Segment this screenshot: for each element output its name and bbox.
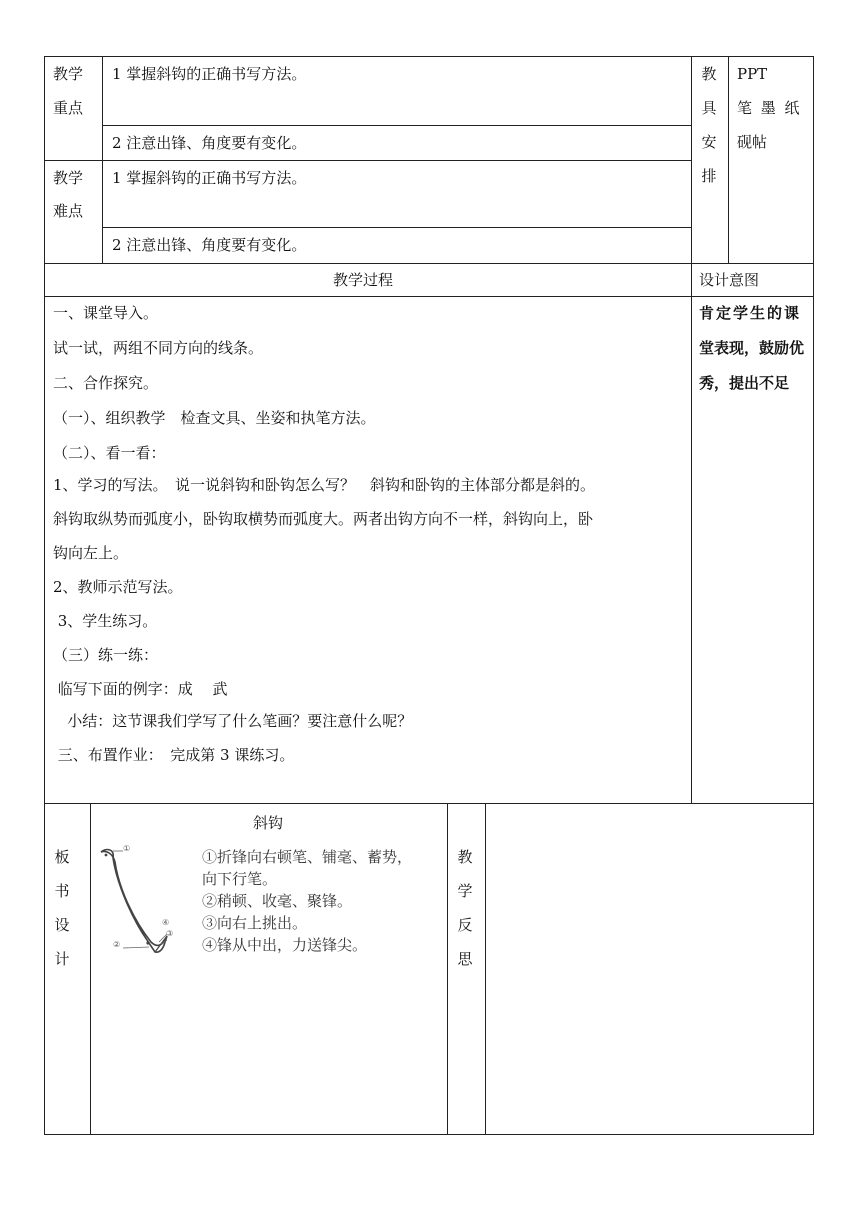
- key-points-label-1: 教学: [53, 65, 84, 83]
- xie-gou-stroke-diagram: [93, 840, 183, 960]
- key-point-1: 1 掌握斜钩的正确书写方法。: [112, 65, 307, 83]
- tools-line-2: 笔 墨 纸: [737, 99, 800, 117]
- board-step: 向下行笔。: [202, 870, 278, 888]
- reflection-label-char: 教: [457, 848, 473, 866]
- process-line: 临写下面的例字：成 武: [53, 680, 228, 698]
- difficulties-label-2: 难点: [53, 202, 84, 220]
- process-line: （一）、组织教学 检查文具、坐姿和执笔方法。: [53, 409, 376, 427]
- process-line: 3、学生练习。: [53, 612, 158, 630]
- reflection-label: [455, 840, 475, 976]
- difficulty-1: 1 掌握斜钩的正确书写方法。: [112, 169, 307, 187]
- process-header: 教学过程: [333, 271, 394, 289]
- reflection-label-char: 思: [457, 950, 473, 968]
- intent-line: 堂表现，鼓励优: [699, 339, 805, 357]
- board-step: ①折锋向右顿笔、铺毫、蓄势，: [202, 848, 413, 866]
- board-label-char: 计: [54, 950, 70, 968]
- stroke-number-1: ①: [123, 844, 131, 853]
- tools-label-char: 教: [701, 65, 717, 83]
- process-line: （三）练一练：: [53, 646, 159, 664]
- intent-line: 肯定学生的课: [699, 304, 802, 322]
- tools-label: [699, 57, 719, 193]
- key-point-2: 2 注意出锋、角度要有变化。: [112, 134, 307, 152]
- tools-label-char: 具: [701, 99, 717, 117]
- board-title: 斜钩: [253, 814, 284, 832]
- tools-line-1: PPT: [737, 65, 768, 83]
- difficulties-label-1: 教学: [53, 169, 84, 187]
- key-points-label-2: 重点: [53, 99, 84, 117]
- xie-gou-stroke: [101, 850, 170, 953]
- board-step: ②稍顿、收毫、聚锋。: [202, 892, 353, 910]
- board-label-char: 书: [54, 882, 70, 900]
- tools-line-3: 砚帖: [737, 133, 768, 151]
- stroke-number-2: ②: [113, 940, 121, 949]
- stroke-number-4: ④: [162, 918, 170, 927]
- board-label-char: 设: [54, 916, 70, 934]
- process-line: 试一试，两组不同方向的线条。: [53, 339, 264, 357]
- tools-label-char: 安: [701, 133, 717, 151]
- process-line: 2、教师示范写法。: [53, 578, 183, 596]
- process-line: 1、学习的写法。 说一说斜钩和卧钩怎么写？ 斜钩和卧钩的主体部分都是斜的。: [53, 476, 596, 494]
- difficulty-2: 2 注意出锋、角度要有变化。: [112, 236, 307, 254]
- stroke-number-3: ③: [166, 929, 174, 938]
- board-step: ④锋从中出，力送锋尖。: [202, 936, 368, 954]
- intent-header: 设计意图: [699, 271, 760, 289]
- process-line: 一、课堂导入。: [53, 304, 159, 322]
- intent-line: 秀，提出不足: [699, 374, 790, 392]
- process-line: 钩向左上。: [53, 544, 129, 562]
- board-step: ③向右上挑出。: [202, 914, 308, 932]
- process-line: （二）、看一看：: [53, 444, 166, 462]
- process-line: 二、合作探究。: [53, 374, 159, 392]
- reflection-label-char: 学: [457, 882, 473, 900]
- process-line: 小结：这节课我们学写了什么笔画？要注意什么呢？: [53, 712, 413, 730]
- tools-label-char: 排: [701, 167, 717, 185]
- process-line: 三、布置作业： 完成第 3 课练习。: [53, 746, 295, 764]
- board-label-char: 板: [54, 848, 70, 866]
- board-label: [52, 840, 72, 976]
- process-line: 斜钩取纵势而弧度小，卧钩取横势而弧度大。两者出钩方向不一样，斜钩向上，卧: [53, 510, 594, 528]
- reflection-label-char: 反: [457, 916, 473, 934]
